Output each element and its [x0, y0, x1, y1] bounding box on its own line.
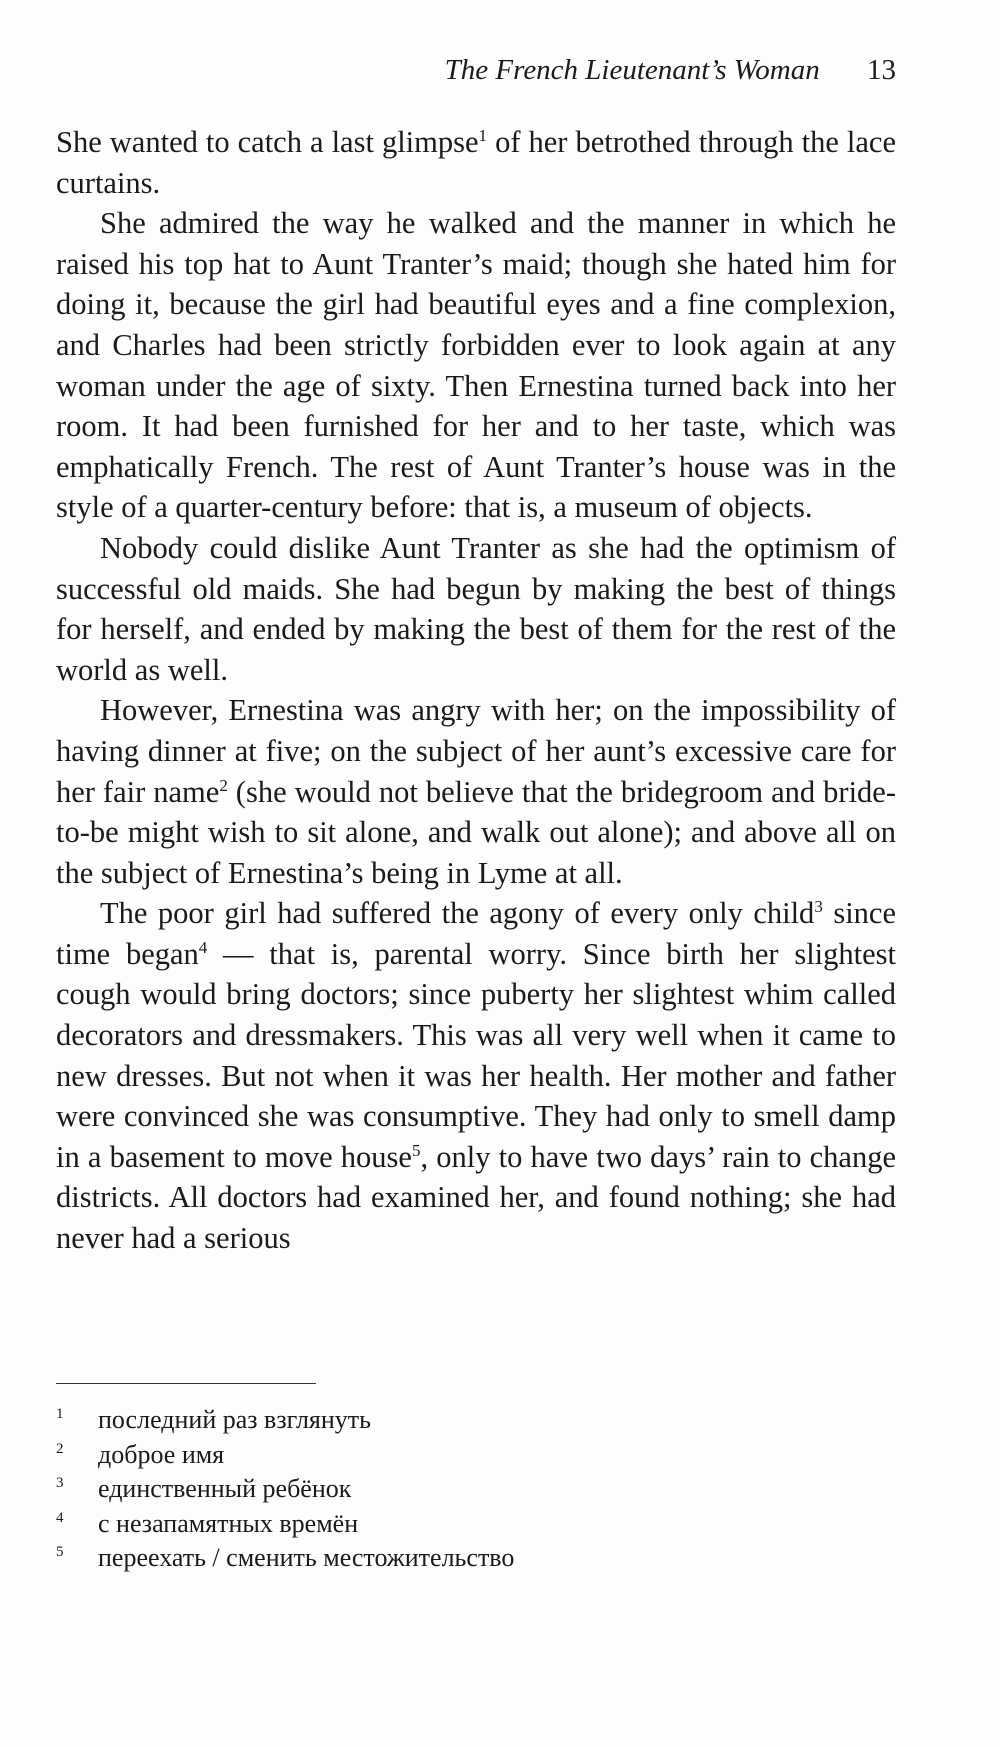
- text-line: the rest of the world as well.: [56, 612, 897, 687]
- text-line: in Lyme at all.: [446, 855, 623, 890]
- text-line: things for herself, and ended by making the best of them for: [56, 571, 896, 647]
- text-line: care for her fair name: [56, 733, 896, 809]
- text-line: examined her, and found nothing; she had never had a serious: [56, 1180, 897, 1256]
- footnote: [56, 1507, 856, 1542]
- footnote-number: 2: [56, 1440, 64, 1457]
- footnote: [56, 1403, 856, 1438]
- text-line: when it came to new dresses. But not when it was her health.: [56, 1018, 896, 1093]
- text-line: complexion, and Charles had been strictly forbidden ever to: [56, 287, 896, 362]
- text-line-tail: (she would not believe that the: [227, 774, 613, 809]
- text-line: to her taste, which was emphatically French. The rest of Aunt: [56, 409, 896, 484]
- text-line: him for doing it, because the girl had beautiful eyes and a fine: [56, 246, 897, 322]
- text-line: only to have two days’ rain to change districts. All doctors had: [56, 1139, 896, 1215]
- paragraph: [56, 893, 896, 1258]
- text-line: out alone); and above all on the subject of Ernestina’s being: [56, 815, 896, 890]
- text-line: turned back into her room. It had been furnished for her and: [56, 368, 897, 444]
- text-line: since time began: [56, 896, 896, 971]
- text-line: Tranter’s house was in the style of a quarter-century before:: [56, 449, 896, 525]
- footnote-ref: 1: [478, 125, 488, 145]
- footnote-number: 1: [56, 1406, 64, 1422]
- running-header: [445, 52, 896, 88]
- page-number: 13: [867, 54, 896, 86]
- footnote-ref: 3: [814, 897, 823, 917]
- footnote-text: с незапамятных времён: [98, 1508, 359, 1538]
- text-line: he raised his top hat to Aunt Tranter’s maid; though she hated: [56, 206, 896, 281]
- text-line: bridegroom and bride-to-be might wish to sit alone, and walk: [56, 774, 897, 850]
- paragraph: [56, 528, 896, 690]
- footnote-text: доброе имя: [98, 1439, 225, 1469]
- text-line-tail: — that is, parental worry. Since birth her: [207, 936, 779, 971]
- text-line: They had only to smell damp in a basement to move house: [56, 1099, 897, 1174]
- footnote-ref: 4: [198, 937, 208, 957]
- footnote-number: 4: [56, 1509, 64, 1526]
- text-line: The poor girl had suffered the agony of every only child: [100, 896, 815, 931]
- footnote-text: переехать / сменить местожительство: [98, 1543, 515, 1572]
- text-line: She admired the way he walked and the manner in which: [100, 206, 854, 241]
- text-line: whim called decorators and dressmakers. This was all very well: [56, 977, 896, 1053]
- paragraph: [56, 690, 896, 893]
- book-title: The French Lieutenant’s Woman: [444, 54, 820, 86]
- paragraph: [56, 122, 896, 203]
- text-line: However, Ernestina was angry with her; on the impossibility: [100, 693, 861, 728]
- paragraph: [56, 203, 896, 528]
- footnote-text: единственный ребёнок: [98, 1474, 352, 1503]
- footnote-ref: 2: [219, 775, 228, 795]
- text-line: of successful old maids. She had begun by making the best of: [56, 530, 897, 606]
- footnote-number: 5: [56, 1544, 64, 1560]
- text-line-tail: of her betrothed through: [487, 125, 794, 159]
- footnotes: [56, 1403, 856, 1576]
- text-line: look again at any woman under the age of sixty. Then Ernestina: [56, 327, 897, 403]
- footnote-number: 3: [56, 1475, 64, 1491]
- footnote-text: последний раз взглянуть: [98, 1405, 372, 1434]
- footnote: [56, 1541, 856, 1576]
- text-line: the lace curtains.: [56, 125, 896, 200]
- footnote-divider: [56, 1383, 316, 1384]
- text-line: She wanted to catch a last glimpse: [56, 125, 479, 159]
- text-line: Nobody could dislike Aunt Tranter as she had the optimism: [100, 530, 860, 565]
- footnote-ref: 5: [411, 1140, 421, 1160]
- footnote: [56, 1438, 856, 1473]
- text-line: that is, a museum of objects.: [464, 490, 813, 525]
- body-text: [56, 122, 896, 1259]
- text-line: of having dinner at five; on the subject of her aunt’s excessive: [56, 693, 897, 768]
- text-line-tail: ,: [420, 1139, 429, 1174]
- text-line: Her mother and father were convinced she was consumptive.: [56, 1058, 897, 1134]
- footnote: [56, 1472, 856, 1507]
- text-line: slightest cough would bring doctors; since puberty her slightest: [56, 936, 896, 1012]
